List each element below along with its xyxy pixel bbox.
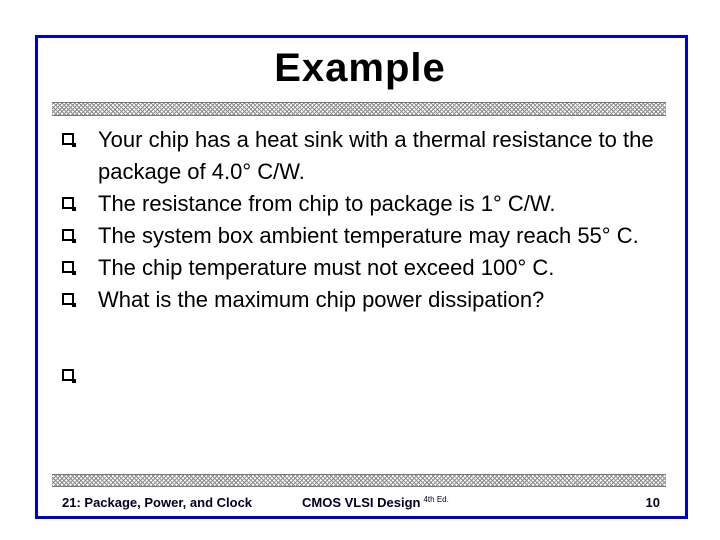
footer-chapter: 21: Package, Power, and Clock (62, 495, 253, 510)
bullet-text: Your chip has a heat sink with a thermal resistance to the package of 4.0° C/W. (98, 127, 654, 184)
checkbox-bullet-icon (62, 369, 74, 381)
slide-title: Example (274, 46, 446, 90)
checkbox-bullet-icon (62, 229, 74, 241)
bullet-item (62, 252, 702, 284)
bullet-text: The chip temperature must not exceed 100° C. (98, 255, 555, 280)
checkbox-bullet-icon (62, 261, 74, 273)
bullet-item (62, 284, 702, 316)
checkbox-bullet-icon (62, 133, 74, 145)
checkbox-bullet-icon (62, 293, 74, 305)
bullet-text: The system box ambient temperature may reach 55° C. (98, 223, 639, 248)
footer-book-name: CMOS VLSI Design (302, 495, 421, 510)
empty-bullet-item (62, 360, 138, 392)
checkbox-bullet-icon (62, 197, 74, 209)
footer-divider (52, 474, 666, 487)
bullet-item (62, 220, 702, 252)
bullet-text: The resistance from chip to package is 1° C/W. (98, 191, 556, 216)
bullet-list (62, 124, 702, 316)
footer-book-title (302, 495, 449, 510)
bullet-text: What is the maximum chip power dissipation? (98, 287, 545, 312)
bullet-item (62, 188, 702, 220)
title-divider (52, 102, 666, 116)
footer-edition: 4th Ed. (423, 495, 449, 504)
bullet-item (62, 124, 702, 188)
page-number: 10 (645, 495, 660, 510)
